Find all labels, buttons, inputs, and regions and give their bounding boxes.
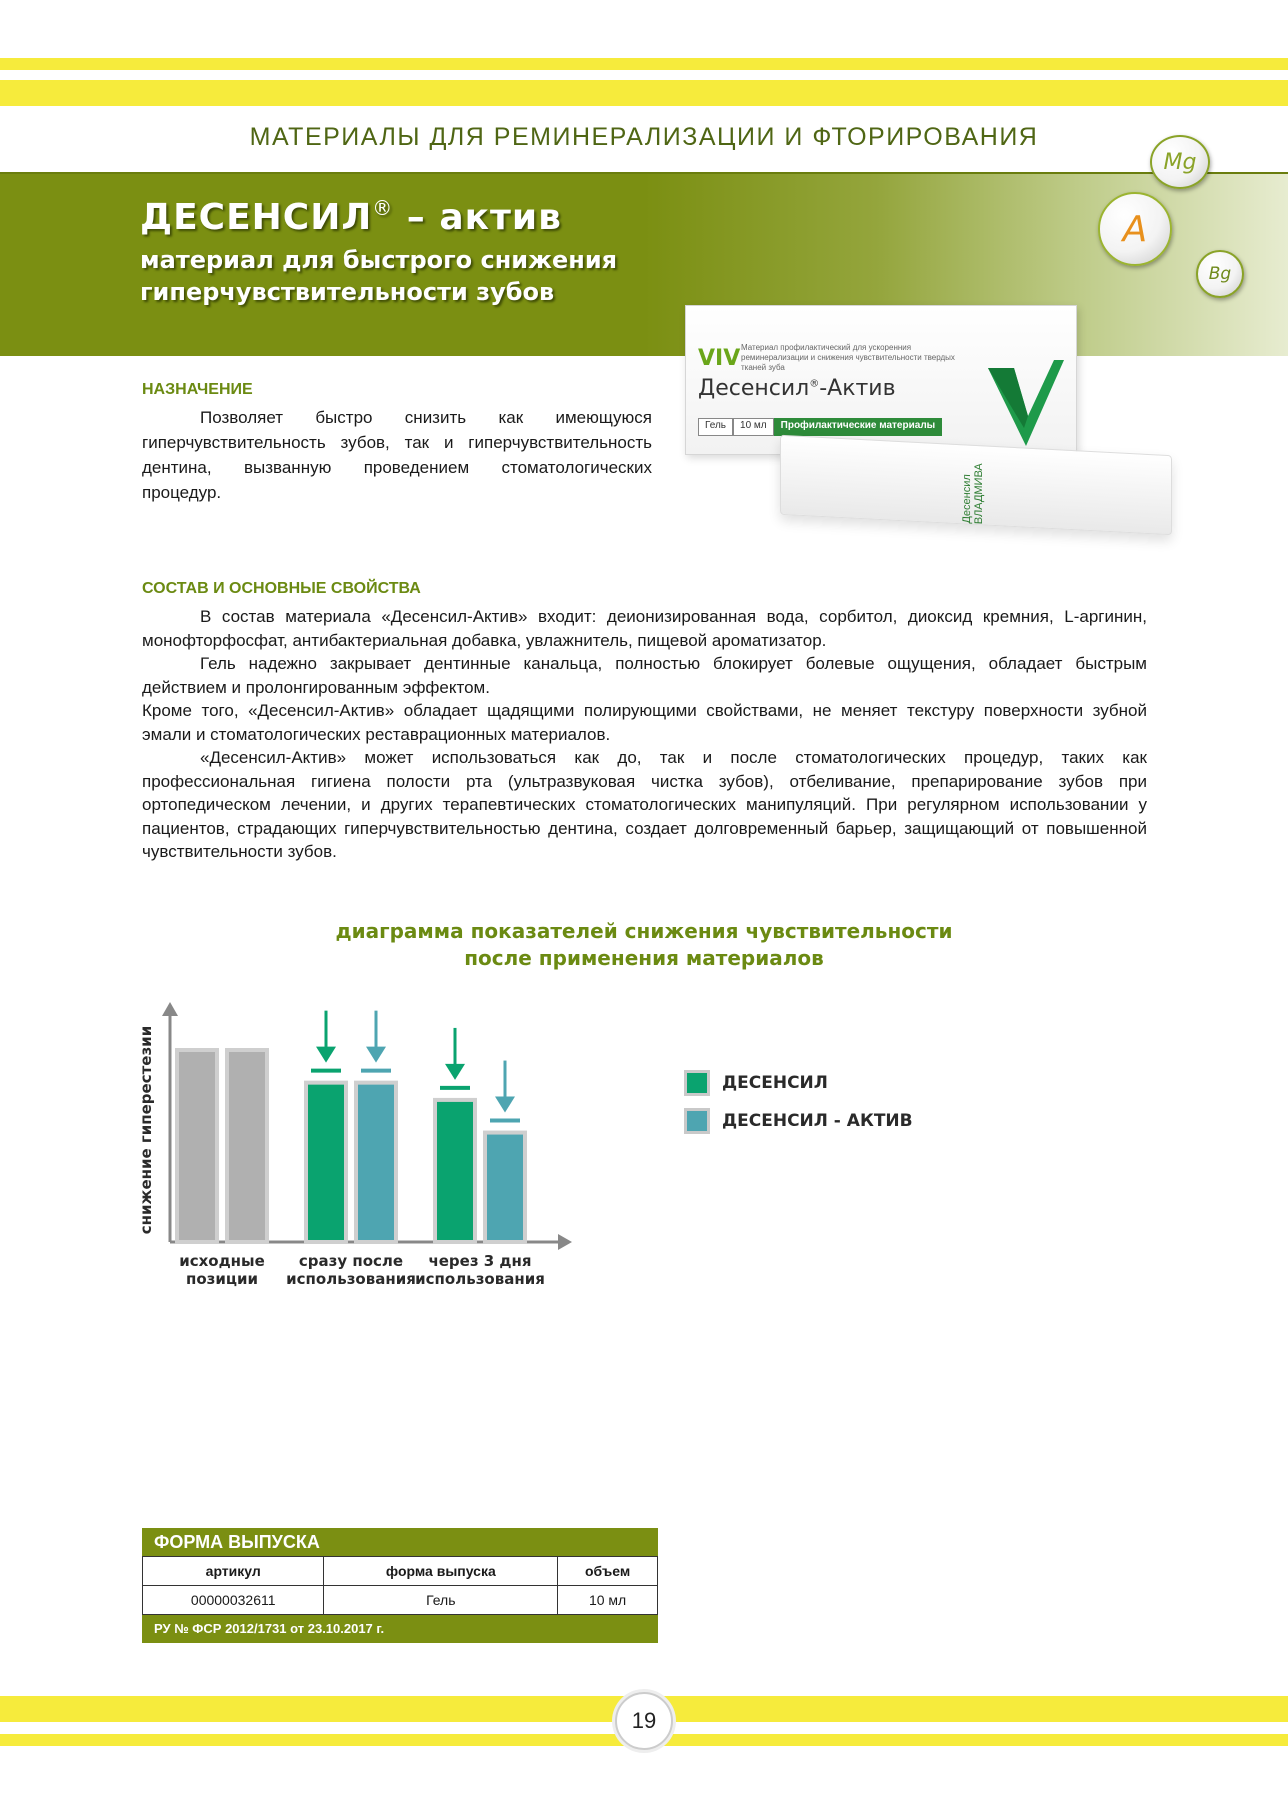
x-axis-arrow xyxy=(558,1234,572,1250)
x-tick-label-1-2: использования xyxy=(286,1270,416,1288)
box-mark: ® xyxy=(809,378,820,390)
tube-label: Десенсил ВЛАДМИВА xyxy=(961,462,985,525)
bg-bubble-icon xyxy=(1196,250,1244,298)
box-suffix: -Актив xyxy=(819,376,896,401)
legend-swatch-desensil xyxy=(684,1070,710,1096)
purpose-heading: НАЗНАЧЕНИЕ xyxy=(142,381,253,398)
product-name: ДЕСЕНСИЛ xyxy=(140,197,373,238)
col-volume: объем xyxy=(558,1557,658,1586)
arrow-down-icon-1-0 xyxy=(316,1047,336,1063)
box-name-text: Десенсил xyxy=(698,376,810,401)
box-description: Материал профилактический для ускоренния реминерализации и снижения чувствительности твердых тканей зуба xyxy=(741,343,955,372)
purpose-paragraph: Позволяет быстро снизить как имеющуюся гиперчувствительность зубов, так и гиперчувствительность дентина, вызванную проведением стоматологических процедур. xyxy=(142,408,652,502)
chart-title xyxy=(0,918,1288,972)
checkmark-logo-icon xyxy=(986,358,1066,448)
composition-text xyxy=(142,605,1147,864)
composition-p1: В состав материала «Десенсил-Актив» входит: деионизированная вода, сорбитол, диоксид кремния, L-аргинин, монофторфосфат, антибактериальная добавка, увлажнитель, пищевой ароматизатор. xyxy=(142,607,1147,650)
release-form-block xyxy=(142,1528,658,1643)
a-bubble-icon xyxy=(1098,192,1172,266)
page-number: 19 xyxy=(615,1692,673,1750)
arrow-down-icon-2-0 xyxy=(445,1064,465,1080)
strip-form: Гель xyxy=(698,418,733,436)
arrow-down-icon-2-1 xyxy=(495,1097,515,1113)
sensitivity-chart xyxy=(130,990,610,1300)
composition-p4: «Десенсил-Актив» может использоваться как до, так и после стоматологических процедур, таких как профессиональная гигиена полости рта (ультразвуковая чистка зубов), отбеливание, препарирование зубов при ортопедическом лечении, и других терапевтических стоматологических манипуляций. При регулярном использовании у пациентов, страдающих гиперчувствительностью дентина, создает долговременный барьер, защищающий от повышенной чувствительности зубов. xyxy=(142,748,1147,861)
col-form: форма выпуска xyxy=(324,1557,558,1586)
x-tick-label-0-2: позиции xyxy=(185,1270,259,1288)
bar-2-0 xyxy=(435,1100,475,1242)
cell-form: Гель xyxy=(324,1586,558,1615)
bar-0-1 xyxy=(227,1050,267,1242)
legend-label-desensil: ДЕСЕНСИЛ xyxy=(722,1073,828,1093)
product-tube xyxy=(780,435,1172,536)
banner-title xyxy=(140,196,617,306)
chart-title-line1: диаграмма показателей снижения чувствительности xyxy=(335,919,953,943)
a-label: A xyxy=(1122,208,1148,250)
composition-p2: Гель надежно закрывает дентинные канальца, полностью блокирует болевые ощущения, обладает быстрым действием и пролонгированным эффектом. xyxy=(142,654,1147,697)
bar-2-1 xyxy=(485,1133,525,1242)
composition-p3: Кроме того, «Десенсил-Актив» обладает щадящими полирующими свойствами, не меняет текстуру поверхности зубной эмали и стоматологических реставрационных материалов. xyxy=(142,701,1147,744)
x-tick-label-0-1: исходные xyxy=(179,1252,265,1270)
bg-label: Bg xyxy=(1208,264,1232,284)
subtitle-line1: материал для быстрого снижения xyxy=(140,246,618,274)
col-article: артикул xyxy=(143,1557,324,1586)
bar-1-0 xyxy=(306,1083,346,1242)
x-tick-label-1-1: сразу после xyxy=(298,1252,404,1270)
legend-label-desensil-active: ДЕСЕНСИЛ - АКТИВ xyxy=(722,1111,913,1131)
top-stripe-2 xyxy=(0,80,1288,106)
legend-item-desensil xyxy=(684,1070,913,1096)
release-table-header xyxy=(143,1557,658,1586)
product-suffix: – актив xyxy=(393,197,562,238)
release-heading: ФОРМА ВЫПУСКА xyxy=(142,1528,658,1556)
bar-0-0 xyxy=(177,1050,217,1242)
brand-logo-icon: VIV xyxy=(698,346,741,371)
chart-legend xyxy=(684,1070,913,1146)
legend-swatch-desensil-active xyxy=(684,1108,710,1134)
strip-volume: 10 мл xyxy=(733,418,774,436)
mg-label: Mg xyxy=(1163,149,1197,175)
product-title xyxy=(140,196,617,238)
composition-heading: СОСТАВ И ОСНОВНЫЕ СВОЙСТВА xyxy=(142,580,421,597)
registration-number: РУ № ФСР 2012/1731 от 23.10.2017 г. xyxy=(142,1615,658,1643)
top-stripe-1 xyxy=(0,58,1288,70)
arrow-down-icon-1-1 xyxy=(366,1047,386,1063)
chart-title-line2: после применения материалов xyxy=(464,946,824,970)
release-table xyxy=(142,1556,658,1615)
x-tick-label-2-2: использования xyxy=(415,1270,545,1288)
y-axis-label: снижение гиперестезии xyxy=(137,1025,155,1235)
product-image xyxy=(680,300,1180,550)
product-box xyxy=(685,305,1077,455)
y-axis-arrow xyxy=(162,1002,178,1016)
strip-category: Профилактические материалы xyxy=(774,418,943,436)
mg-bubble-icon xyxy=(1150,135,1210,189)
table-row xyxy=(143,1586,658,1615)
bar-1-1 xyxy=(356,1083,396,1242)
box-product-name xyxy=(698,376,896,401)
x-tick-label-2-1: через 3 дня xyxy=(428,1252,532,1270)
cell-article: 00000032611 xyxy=(143,1586,324,1615)
purpose-text xyxy=(142,405,652,505)
section-title: МАТЕРИАЛЫ ДЛЯ РЕМИНЕРАЛИЗАЦИИ И ФТОРИРОВАНИЯ xyxy=(249,123,1039,151)
box-strip xyxy=(698,418,942,436)
registered-mark: ® xyxy=(372,196,394,220)
legend-item-desensil-active xyxy=(684,1108,913,1134)
cell-volume: 10 мл xyxy=(558,1586,658,1615)
subtitle-line2: гиперчувствительности зубов xyxy=(140,278,555,306)
